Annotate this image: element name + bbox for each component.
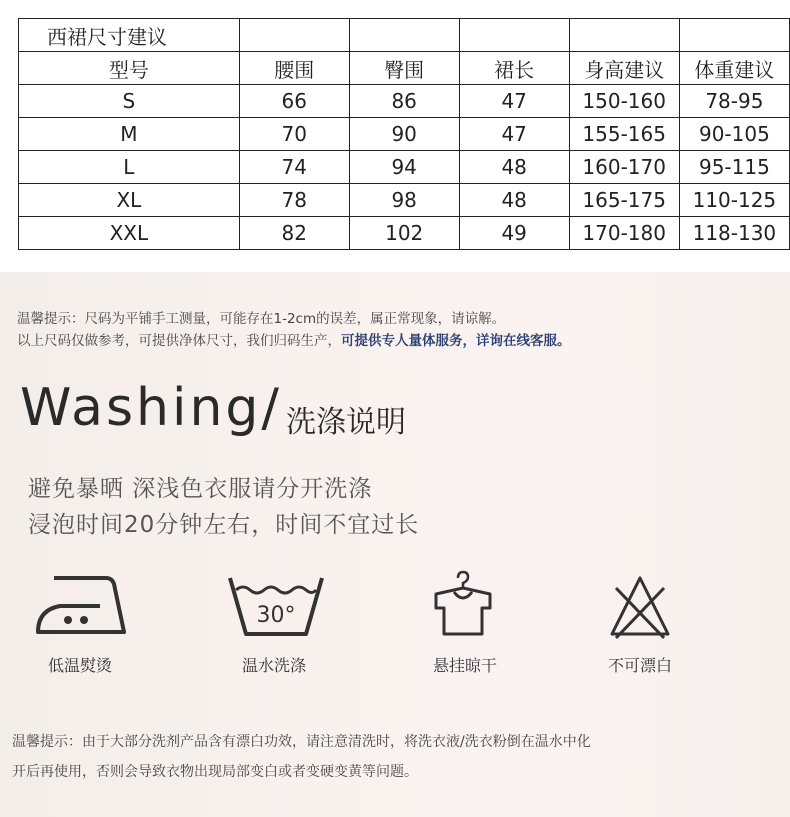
care-label-bleach: 不可漂白 xyxy=(607,656,672,675)
table-row xyxy=(19,151,790,184)
size-tip-line2 xyxy=(17,330,571,352)
table-cell: 70 xyxy=(239,118,349,151)
no-bleach-icon xyxy=(608,574,672,640)
table-cell: 78-95 xyxy=(679,85,789,118)
iron-low-temp-icon xyxy=(34,570,128,640)
table-row xyxy=(19,184,790,217)
care-label-iron: 低温熨烫 xyxy=(47,656,112,675)
size-tip-highlight: 可提供专人量体服务，详询在线客服。 xyxy=(341,333,571,349)
care-tip-line2: 开后再使用，否则会导致衣物出现局部变白或者变硬变黄等问题。 xyxy=(12,764,418,780)
table-cell: M xyxy=(19,118,240,151)
washing-title-en: Washing/ xyxy=(20,378,282,438)
table-cell: 118-130 xyxy=(679,217,789,250)
table-cell: 74 xyxy=(239,151,349,184)
table-row xyxy=(19,217,790,250)
size-tip-line1: 温馨提示：尺码为平铺手工测量，可能存在1-2cm的误差，属正常现象，请谅解。 xyxy=(17,311,506,327)
table-header-row xyxy=(19,52,790,85)
table-row xyxy=(19,85,790,118)
washing-title-cn: 洗涤说明 xyxy=(286,405,406,440)
table-cell: 49 xyxy=(459,217,569,250)
table-title: 西裙尺寸建议 xyxy=(19,19,240,52)
table-cell: 47 xyxy=(459,85,569,118)
table-cell: 82 xyxy=(239,217,349,250)
table-cell: S xyxy=(19,85,240,118)
table-cell: 160-170 xyxy=(569,151,679,184)
table-cell: 86 xyxy=(349,85,459,118)
table-cell: 90-105 xyxy=(679,118,789,151)
header-cell: 型号 xyxy=(19,52,240,85)
header-cell: 裙长 xyxy=(459,52,569,85)
header-cell: 体重建议 xyxy=(679,52,789,85)
wash-30-icon xyxy=(226,572,326,642)
size-table xyxy=(18,18,790,250)
table-cell: 95-115 xyxy=(679,151,789,184)
care-tip xyxy=(12,727,782,787)
table-cell: XXL xyxy=(19,217,240,250)
table-cell: 170-180 xyxy=(569,217,679,250)
table-row xyxy=(19,118,790,151)
size-chart-section xyxy=(0,0,790,272)
size-tip xyxy=(17,308,571,352)
table-cell: 78 xyxy=(239,184,349,217)
table-title-row xyxy=(19,19,790,52)
table-cell: 98 xyxy=(349,184,459,217)
table-cell: 102 xyxy=(349,217,459,250)
wash-temp-text: 30° xyxy=(256,603,296,628)
size-tip-plain: 以上尺码仅做参考，可提供净体尺寸，我们归码生产， xyxy=(17,333,341,349)
care-tip-line1: 温馨提示：由于大部分洗剂产品含有漂白功效，请注意清洗时，将洗衣液/洗衣粉倒在温水中化 xyxy=(12,734,591,750)
table-cell: 150-160 xyxy=(569,85,679,118)
care-label-wash: 温水洗涤 xyxy=(241,656,306,675)
hang-dry-icon xyxy=(430,570,496,640)
table-cell: 155-165 xyxy=(569,118,679,151)
table-cell: 66 xyxy=(239,85,349,118)
care-label-hang: 悬挂晾干 xyxy=(432,656,497,675)
header-cell: 臀围 xyxy=(349,52,459,85)
table-cell: 110-125 xyxy=(679,184,789,217)
washing-instruction-1: 避免暴晒 深浅色衣服请分开洗涤 xyxy=(28,476,373,502)
table-cell: 165-175 xyxy=(569,184,679,217)
table-cell: 48 xyxy=(459,151,569,184)
table-cell: 94 xyxy=(349,151,459,184)
table-cell: 47 xyxy=(459,118,569,151)
washing-instruction-2: 浸泡时间20分钟左右，时间不宜过长 xyxy=(28,512,420,538)
table-cell: 90 xyxy=(349,118,459,151)
table-cell: L xyxy=(19,151,240,184)
header-cell: 腰围 xyxy=(239,52,349,85)
header-cell: 身高建议 xyxy=(569,52,679,85)
table-cell: 48 xyxy=(459,184,569,217)
table-cell: XL xyxy=(19,184,240,217)
